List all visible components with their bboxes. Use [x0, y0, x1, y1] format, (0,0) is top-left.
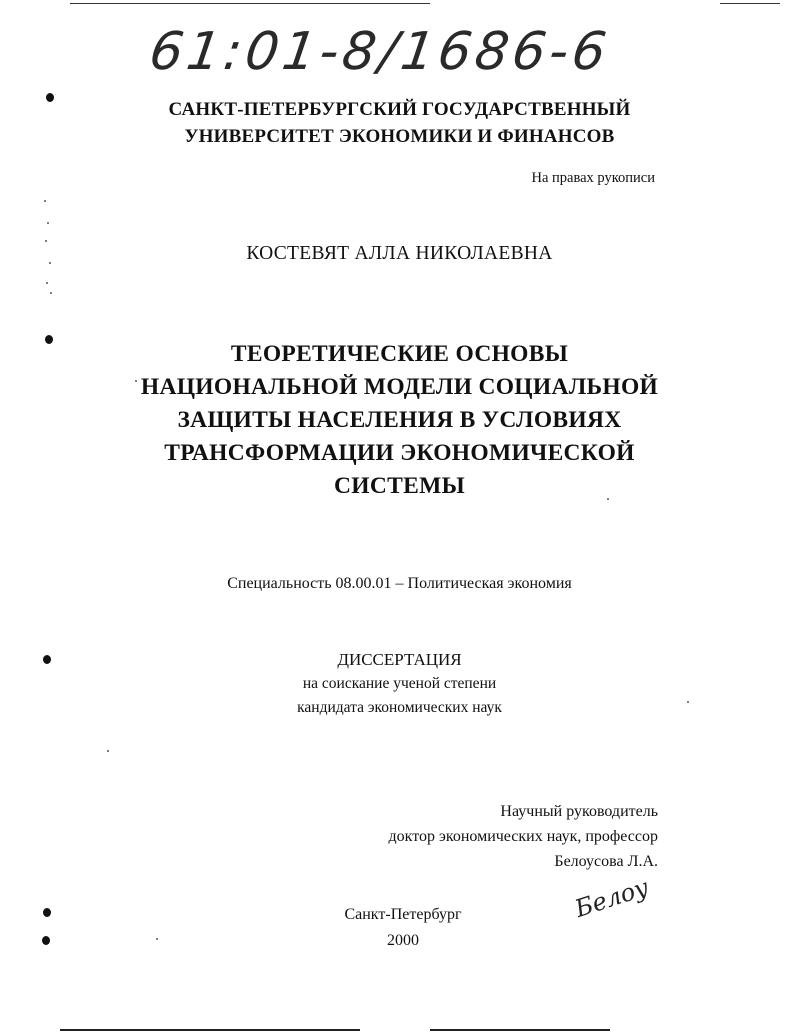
advisor-block — [340, 799, 658, 874]
university-name — [0, 96, 799, 150]
university-line-1: САНКТ-ПЕТЕРБУРГСКИЙ ГОСУДАРСТВЕННЫЙ — [168, 99, 631, 120]
year: 2000 — [387, 932, 419, 949]
scan-speck — [47, 222, 49, 224]
scan-speck — [46, 282, 48, 284]
rights-notice: На правах рукописи — [531, 170, 655, 186]
place-and-year — [0, 902, 799, 954]
advisor-name: Белоусова Л.А. — [554, 853, 658, 870]
scan-speck — [45, 240, 47, 242]
advisor-signature: Белоу — [571, 873, 652, 923]
thesis-title-line: ТЕОРЕТИЧЕСКИЕ ОСНОВЫ — [230, 341, 569, 367]
scan-edge-bottom-right — [430, 1029, 610, 1031]
degree-line-2: кандидата экономических наук — [297, 699, 502, 716]
scan-edge-bottom — [60, 1029, 360, 1031]
dissertation-block — [0, 648, 799, 720]
dissertation-heading: ДИССЕРТАЦИЯ — [337, 650, 462, 669]
handwritten-archive-number: 61:01-8/1686-6 — [145, 22, 614, 82]
scan-speck — [107, 750, 109, 752]
scan-speck — [50, 292, 52, 294]
scan-edge-top — [70, 3, 430, 4]
thesis-title — [0, 338, 799, 503]
thesis-title-line: НАЦИОНАЛЬНОЙ МОДЕЛИ СОЦИАЛЬНОЙ — [140, 374, 659, 400]
scan-speck — [44, 200, 46, 202]
advisor-role: Научный руководитель — [500, 803, 658, 820]
advisor-degree: доктор экономических наук, профессор — [388, 828, 658, 845]
university-line-2: УНИВЕРСИТЕТ ЭКОНОМИКИ И ФИНАНСОВ — [184, 126, 615, 147]
degree-line-1: на соискание ученой степени — [302, 675, 497, 692]
city: Санкт-Петербург — [344, 906, 462, 923]
thesis-title-line: СИСТЕМЫ — [334, 473, 465, 499]
author-name: КОСТЕВЯТ АЛЛА НИКОЛАЕВНА — [246, 243, 553, 264]
thesis-title-line: ТРАНСФОРМАЦИИ ЭКОНОМИЧЕСКОЙ — [164, 440, 635, 466]
scan-edge-top-right — [720, 3, 780, 4]
thesis-title-line: ЗАЩИТЫ НАСЕЛЕНИЯ В УСЛОВИЯХ — [177, 407, 622, 433]
specialty: Специальность 08.00.01 – Политическая экономия — [227, 575, 572, 592]
